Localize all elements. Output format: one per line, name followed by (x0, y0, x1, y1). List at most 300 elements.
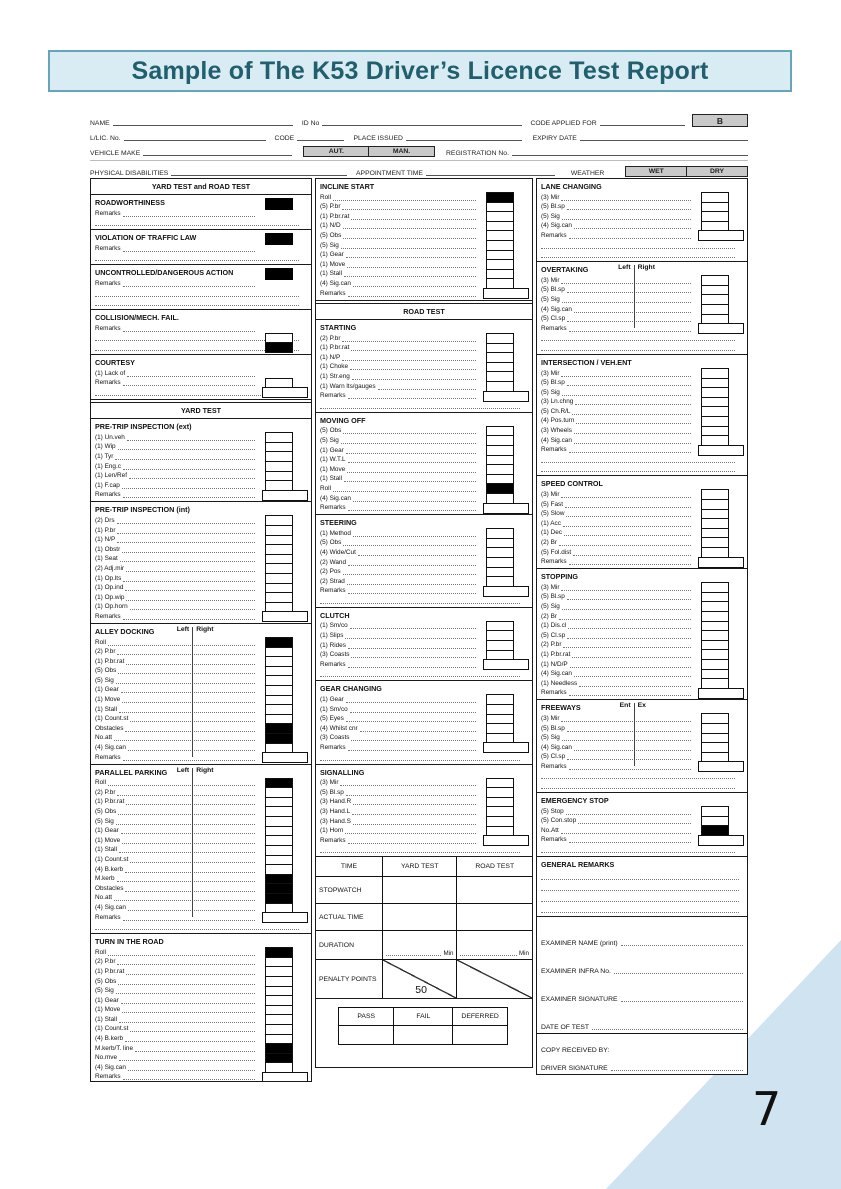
left-column-label: Left (618, 264, 631, 272)
checklist-item-label: (5) Bl.sp (541, 724, 565, 732)
vehicle-make-label: VEHICLE MAKE (90, 150, 141, 157)
expiry-blank-line (580, 138, 748, 141)
dotted-leader (123, 214, 255, 217)
section-stopping (537, 569, 747, 700)
checklist-item-label: (1) Needless (541, 679, 578, 687)
checklist-item-label: (5) Sig (320, 436, 339, 444)
section-turn-in-the-road (91, 934, 311, 1082)
time-table (316, 857, 532, 999)
min-label: Min (443, 950, 454, 958)
remarks-box (698, 557, 744, 568)
section-pre-trip-inspection-int (91, 502, 311, 624)
dotted-leader (344, 274, 476, 277)
section-lane-changing (537, 179, 747, 262)
checklist-item-label: Roll (95, 948, 107, 956)
checklist-item-label: (5) Obs (95, 667, 117, 675)
checklist-item-label: (1) Count.st (95, 1025, 129, 1033)
checklist-item-label: (5) Sig (95, 987, 114, 995)
dotted-leader (567, 290, 691, 293)
checklist-item-label: (1) Rides (320, 641, 346, 649)
result-cell-deferred (453, 1026, 507, 1044)
checklist-item-label: (1) Count.st (95, 855, 129, 863)
dotted-leader (350, 710, 476, 713)
checklist-item-label: (5) Slow (541, 510, 565, 518)
checklist-item-label: (1) Horn (320, 827, 344, 835)
checklist-item-label: (1) N/D/P (541, 660, 568, 668)
dotted-leader (123, 467, 255, 470)
dotted-leader (125, 729, 255, 732)
dotted-leader (352, 377, 476, 380)
dotted-leader (460, 953, 517, 956)
dotted-leader (320, 406, 520, 409)
header-divider (90, 160, 748, 161)
form-columns (90, 178, 748, 1082)
checklist-item-label: (2) Br (541, 612, 557, 620)
page-title: Sample of The K53 Driver’s Licence Test Report (131, 56, 709, 85)
dotted-leader (118, 982, 255, 985)
checklist-item-label: (5) Bl.sp (541, 203, 565, 211)
header-row-4 (90, 162, 748, 177)
dotted-leader (126, 598, 255, 601)
dotted-leader (561, 495, 691, 498)
dotted-leader (125, 889, 255, 892)
dotted-leader (121, 690, 255, 693)
title-banner (48, 50, 792, 92)
dotted-leader (621, 943, 743, 946)
checklist-item-label: (5) Cl.sp (541, 315, 566, 323)
dotted-leader (121, 831, 255, 834)
dotted-leader (351, 738, 476, 741)
dotted-leader (567, 636, 691, 639)
dotted-leader (559, 617, 691, 620)
checklist-item-label: (1) Gear (95, 827, 119, 835)
expiry-label: EXPIRY DATE (532, 135, 577, 142)
id-blank-line (322, 123, 521, 126)
penalty-points-value: 50 (415, 984, 427, 997)
dotted-leader (95, 303, 299, 306)
dotted-leader (574, 441, 691, 444)
remarks-box (483, 659, 529, 670)
dotted-leader (119, 1020, 255, 1023)
checklist-item (95, 368, 307, 378)
score-box-filled (265, 198, 293, 210)
remarks-box (262, 387, 308, 398)
dotted-leader (341, 441, 476, 444)
dotted-leader (541, 460, 735, 463)
checklist-item-label: (1) P.br.rat (320, 344, 350, 352)
dry-box: DRY (686, 166, 748, 177)
checklist-item-label: (1) Acc (541, 519, 561, 527)
checklist-item-label: (1) Sm/co (320, 622, 348, 630)
driver-signature-row (541, 1054, 743, 1072)
remarks-row-label: Remarks (320, 660, 346, 668)
score-box-column (486, 694, 514, 743)
dotted-leader (541, 888, 739, 891)
score-box-filled (265, 233, 293, 245)
remarks-row-label: Remarks (95, 279, 121, 287)
dotted-leader (559, 543, 691, 546)
checklist-item-label: (5) Sig (541, 388, 560, 396)
checklist-item-label: (1) Move (95, 696, 121, 704)
dotted-leader (352, 812, 476, 815)
general-remarks-line (541, 892, 743, 903)
checklist-item-label: (1) Stall (320, 270, 343, 278)
dotted-leader (353, 534, 476, 537)
section-signalling (316, 765, 532, 858)
dotted-leader (95, 927, 299, 930)
column-right (536, 178, 748, 1075)
dotted-leader (573, 553, 691, 556)
vehicle-make-blank-line (143, 153, 292, 156)
time-table-row-label-penalty-points: PENALTY POINTS (316, 960, 383, 998)
section-collision-mech-fail (91, 310, 311, 355)
checklist-item-label: (2) Strad (320, 577, 345, 585)
checklist-item-label: (3) Hand.R (320, 798, 352, 806)
continuation-line (541, 240, 743, 250)
dotted-leader (541, 246, 735, 249)
id-label: ID No (301, 120, 320, 127)
score-box-filled (265, 342, 293, 353)
section-alley-docking (91, 624, 311, 765)
left-right-divider (634, 703, 635, 766)
checklist-item-label: (5) Sig (95, 676, 114, 684)
checklist-item-label: (1) Un.veh (95, 433, 125, 441)
dotted-leader (117, 521, 255, 524)
right-column-label: Right (637, 264, 655, 272)
remarks-row-label: Remarks (320, 587, 346, 595)
dotted-leader (562, 217, 691, 220)
checklist-item-label: (5) Sig (541, 295, 560, 303)
dotted-leader (348, 508, 476, 511)
dotted-leader (569, 562, 691, 565)
dotted-leader (320, 601, 520, 604)
dotted-leader (125, 1039, 255, 1042)
left-column-label: Ent (619, 702, 631, 710)
checklist-item-label: (3) Mir (541, 491, 560, 499)
continuation-line (95, 218, 307, 228)
section-title: STARTING (320, 323, 357, 333)
dotted-leader (567, 757, 691, 760)
dotted-leader (541, 338, 735, 341)
copy-received-label: COPY RECEIVED BY: (541, 1047, 610, 1055)
dotted-leader (123, 617, 255, 620)
column-middle (315, 178, 533, 1068)
checklist-item-label: (4) Sig.can (95, 744, 126, 752)
dotted-leader (541, 786, 735, 789)
time-table-row-label-stopwatch: STOPWATCH (316, 877, 383, 904)
checklist-item-label: (3) Mir (541, 583, 560, 591)
dotted-leader (353, 284, 476, 287)
driver-signature-row-label: DRIVER SIGNATURE (541, 1065, 608, 1073)
section-header-road-test: ROAD TEST (316, 303, 532, 320)
continuation-line (541, 333, 743, 343)
checklist-item-label: (1) Count.st (95, 715, 129, 723)
dotted-leader (117, 652, 255, 655)
dotted-leader (347, 582, 476, 585)
checklist-item-label: (1) Dec (541, 529, 562, 537)
remarks-row-label: Remarks (541, 836, 567, 844)
dotted-leader (563, 645, 691, 648)
dotted-leader (122, 700, 255, 703)
dotted-leader (123, 579, 255, 582)
dotted-leader (123, 249, 255, 252)
checklist-item-label: (2) Drs (95, 516, 115, 524)
checklist-item-label: (1) Move (95, 836, 121, 844)
score-box-column (486, 621, 514, 661)
remarks-row-label: Remarks (320, 289, 346, 297)
score-box-column (486, 528, 514, 587)
dotted-leader (576, 421, 691, 424)
checklist-item-label: (4) Sig.can (320, 279, 351, 287)
checklist-item-label: (1) Slips (320, 632, 344, 640)
min-label: Min (519, 950, 529, 958)
dotted-leader (348, 646, 476, 649)
section-overtaking (537, 262, 747, 355)
time-table-cell (383, 960, 458, 998)
checklist-item-label: (1) Tyr (95, 453, 114, 460)
dotted-leader (119, 1058, 255, 1061)
remarks-box (698, 230, 744, 241)
checklist-item-label: (5) Obs (320, 231, 342, 239)
time-table-cell (383, 931, 458, 960)
checklist-item-label: (5) Cl.sp (541, 631, 566, 639)
result-header-fail: FAIL (394, 1008, 453, 1026)
remarks-row-label: Remarks (320, 836, 346, 844)
checklist-item-label: (3) Coasts (320, 651, 350, 659)
score-box-column (701, 582, 729, 689)
section-clutch (316, 608, 532, 682)
dotted-leader (567, 383, 691, 386)
score-box-column (265, 637, 293, 754)
score-box-column (486, 192, 514, 289)
score-box-column (265, 947, 293, 1073)
checklist-item-label: (1) Eng.c (95, 462, 121, 470)
time-table-cell (383, 904, 458, 931)
dotted-leader (561, 374, 691, 377)
dotted-leader (360, 729, 476, 732)
checklist-item-label: (1) N/P (320, 353, 341, 361)
checklist-item-label: (1) Op.horn (95, 603, 128, 611)
dotted-leader (122, 486, 255, 489)
checklist-item-label: (1) Move (320, 465, 346, 473)
dotted-leader (562, 393, 691, 396)
dotted-leader (344, 479, 476, 482)
header-row-2 (90, 127, 748, 142)
score-box-column (701, 806, 729, 836)
remarks-row-label: Remarks (95, 379, 121, 387)
right-column-label: Right (196, 625, 214, 633)
score-box-column (265, 778, 293, 914)
score-box-column (265, 333, 293, 354)
checklist-item-label: (1) Len/Ref (95, 472, 127, 480)
checklist-item-label: (5) Sig (541, 734, 560, 742)
continuation-line (95, 288, 307, 298)
left-right-divider (634, 265, 635, 328)
dotted-leader (130, 607, 255, 610)
remarks-box (483, 288, 529, 299)
dotted-leader (345, 831, 476, 834)
dotted-leader (561, 198, 691, 201)
section-title: GEAR CHANGING (320, 684, 382, 694)
checklist-item-label: (1) F.cap (95, 481, 120, 489)
section-emergency-stop (537, 793, 747, 857)
checklist-item-label: (1) Seat (95, 555, 118, 563)
dotted-leader (541, 776, 735, 779)
time-table-header-time: TIME (316, 857, 383, 877)
section-title: COLLISION/MECH. FAIL. (95, 313, 179, 323)
time-table-cell (457, 904, 532, 931)
dotted-leader (350, 626, 476, 629)
dotted-leader (320, 758, 520, 761)
section-title: PARALLEL PARKING (95, 767, 168, 777)
dotted-leader (578, 821, 691, 824)
left-right-divider (192, 768, 193, 917)
physical-disabilities-label: PHYSICAL DISABILITIES (90, 170, 169, 177)
checklist-item-label: (5) Fast (541, 500, 564, 508)
section-parallel-parking (91, 765, 311, 935)
dotted-leader (119, 710, 255, 713)
dotted-leader (340, 783, 476, 786)
dotted-leader (348, 396, 476, 399)
remarks-box (483, 835, 529, 846)
checklist-item-label: No.att (95, 734, 113, 742)
remarks-box (698, 761, 744, 772)
checklist-item-label: (2) Wand (320, 558, 347, 566)
dotted-leader (120, 559, 255, 562)
dotted-leader (563, 524, 691, 527)
checklist-item-label: (1) Warn lts/gauges (320, 382, 376, 390)
section-uncontrolled-dangerous-action (91, 265, 311, 310)
time-table-cell (457, 877, 532, 904)
checklist-item-label: (2) P.br (95, 958, 116, 966)
dotted-leader (567, 207, 691, 210)
wet-box: WET (625, 166, 687, 177)
remarks-row-label: Remarks (95, 753, 121, 761)
dotted-leader (611, 1068, 743, 1071)
dotted-leader (568, 626, 691, 629)
checklist-item-label: (2) P.br (95, 788, 116, 796)
copy-received-box (537, 1033, 747, 1074)
continuation-line (320, 400, 528, 410)
section-title: INCLINE START (320, 182, 375, 191)
dotted-leader (118, 812, 255, 815)
continuation-line (541, 780, 743, 790)
left-column-label: Left (176, 766, 190, 774)
checklist-item-label: (5) Obs (320, 427, 342, 435)
dotted-leader (565, 505, 691, 508)
dotted-leader (351, 655, 476, 658)
dotted-leader (574, 674, 691, 677)
section-title: VIOLATION OF TRAFFIC LAW (95, 233, 197, 243)
result-area (316, 999, 532, 1067)
dotted-leader (118, 447, 255, 450)
dotted-leader (342, 358, 476, 361)
checklist-item-label: No.mve (95, 1054, 118, 1062)
score-box-column (265, 515, 293, 612)
remarks-box (698, 688, 744, 699)
result-header-deferred: DEFERRED (453, 1008, 507, 1026)
dotted-leader (117, 793, 255, 796)
left-right-divider (192, 627, 193, 757)
checklist-item-label: (4) Pos.turn (541, 417, 575, 425)
dotted-leader (125, 588, 255, 591)
copy-received-row (541, 1036, 743, 1054)
dotted-leader (541, 877, 739, 880)
section-freeways (537, 700, 747, 793)
dotted-leader (123, 758, 255, 761)
checklist-item-label: (4) Sig.can (320, 494, 351, 502)
dotted-leader (117, 540, 255, 543)
dotted-leader (121, 1001, 255, 1004)
section-header-yard-test: YARD TEST (91, 402, 311, 419)
dotted-leader (574, 431, 691, 434)
dotted-leader (320, 850, 520, 853)
checklist-item-label: (3) Mir (320, 779, 339, 787)
form-header (90, 112, 748, 177)
section-title: LANE CHANGING (541, 182, 602, 191)
checklist-item-label: Obstacles (95, 884, 124, 892)
checklist-item-label: (5) Sig (320, 241, 339, 249)
remarks-row (95, 323, 307, 333)
dotted-leader (572, 655, 691, 658)
remarks-box (262, 611, 308, 622)
remarks-box (262, 912, 308, 923)
dotted-leader (353, 822, 476, 825)
dotted-leader (114, 898, 255, 901)
remarks-box (698, 323, 744, 334)
checklist-item-label: (1) Gear (320, 251, 344, 259)
remarks-row-label: Remarks (95, 244, 121, 252)
continuation-line (541, 844, 743, 854)
checklist-item-label: (5) Eyes (320, 715, 344, 723)
dotted-leader (350, 367, 476, 370)
dotted-leader (114, 738, 255, 741)
dotted-leader (574, 226, 691, 229)
checklist-item-label: Obstacles (95, 724, 124, 732)
llic-label: L/LIC. No. (90, 135, 121, 142)
dotted-leader (345, 636, 476, 639)
general-remarks-line (541, 903, 743, 914)
remarks-row-label: Remarks (95, 324, 121, 332)
score-box-filled (265, 268, 293, 280)
checklist-item-label: (2) Pos (320, 568, 341, 576)
header-row-3 (90, 142, 748, 157)
section-title: STEERING (320, 518, 357, 528)
dotted-leader (95, 294, 299, 297)
remarks-row-label: Remarks (95, 491, 121, 499)
dotted-leader (564, 533, 691, 536)
place-issued-blank-line (406, 138, 522, 141)
continuation-line (320, 752, 528, 762)
name-blank-line (113, 123, 293, 126)
checklist-item-label: (1) Choke (320, 363, 349, 371)
appointment-time-blank-line (426, 173, 555, 176)
section-title: EMERGENCY STOP (541, 796, 609, 806)
checklist-item-label: (3) Mir (541, 369, 560, 377)
section-pre-trip-inspection-ext (91, 419, 311, 502)
dotted-leader (123, 495, 255, 498)
checklist-item-label: No.Att (541, 826, 559, 834)
checklist-item-label: (1) Stall (95, 846, 118, 854)
continuation-line (95, 298, 307, 308)
section-starting (316, 320, 532, 413)
checklist-item-label: M.kerb (95, 875, 115, 883)
code-applied-blank-line (600, 123, 685, 126)
dotted-leader (343, 431, 476, 434)
section-steering (316, 515, 532, 608)
checklist-item-label: (5) Con.stop (541, 817, 577, 825)
checklist-item-label: (1) Dis.cl (541, 622, 567, 630)
